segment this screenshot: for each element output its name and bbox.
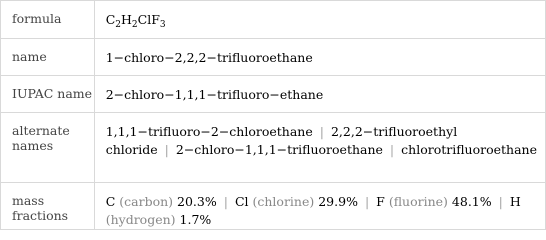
alternate-names-row xyxy=(1,113,546,183)
separator: | xyxy=(498,194,503,209)
formula-subscript: 3 xyxy=(159,20,166,30)
fraction-element: (hydrogen) xyxy=(105,212,176,227)
fraction-percent: 1.7% xyxy=(179,212,212,227)
formula-label: formula xyxy=(1,1,95,39)
fraction-symbol: Cl xyxy=(234,194,249,209)
fraction-symbol: F xyxy=(376,194,385,209)
name-value: 1−chloro−2,2,2−trifluoroethane xyxy=(94,39,545,76)
fraction-symbol: C xyxy=(105,194,116,209)
alternate-name: chlorotrifluoroethane xyxy=(401,142,537,157)
iupac-name-value: 2−chloro−1,1,1−trifluoro−ethane xyxy=(94,76,545,113)
alternate-names-value xyxy=(94,113,545,183)
alternate-name: 1,1,1−trifluoro−2−chloroethane xyxy=(105,124,313,139)
formula-part: C xyxy=(105,12,116,27)
formula-row xyxy=(1,1,546,39)
mass-fractions-row xyxy=(1,183,546,230)
fraction-percent: 48.1% xyxy=(451,194,492,209)
formula-part: ClF xyxy=(137,12,160,27)
alternate-name: 2,2,2−trifluoroethyl chloride xyxy=(105,124,458,157)
formula-part: H xyxy=(121,12,132,27)
separator: | xyxy=(364,194,370,209)
alternate-name: 2−chloro−1,1,1−trifluoroethane xyxy=(175,142,383,157)
iupac-name-row xyxy=(1,76,546,113)
fraction-percent: 29.9% xyxy=(318,194,358,209)
name-row xyxy=(1,39,546,76)
separator: | xyxy=(223,194,228,209)
fraction-element: (carbon) xyxy=(119,194,174,209)
formula-value xyxy=(94,1,545,39)
fraction-element: (fluorine) xyxy=(388,194,448,209)
iupac-name-label: IUPAC name xyxy=(1,76,95,113)
fraction-symbol: H xyxy=(509,194,521,209)
mass-fractions-label: mass fractions xyxy=(1,183,95,230)
name-label: name xyxy=(1,39,95,76)
separator: | xyxy=(319,124,324,139)
separator: | xyxy=(389,142,395,157)
separator: | xyxy=(164,142,169,157)
formula-subscript: 2 xyxy=(131,20,138,30)
fraction-percent: 20.3% xyxy=(177,194,217,209)
formula-subscript: 2 xyxy=(115,20,122,30)
fraction-element: (chlorine) xyxy=(252,194,315,209)
mass-fractions-value xyxy=(94,183,545,230)
alternate-names-label: alternate names xyxy=(1,113,95,183)
